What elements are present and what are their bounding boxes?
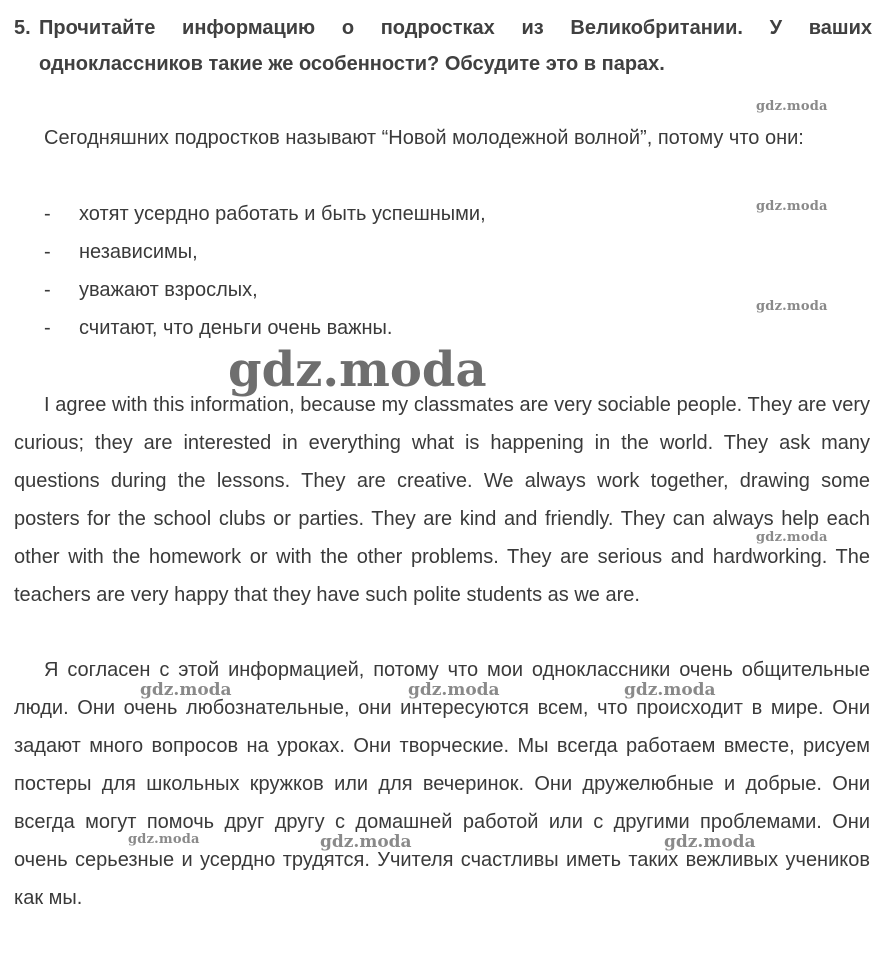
watermark-mid: gdz.moda	[624, 680, 716, 700]
list-item-text: хотят усердно работать и быть успешными,	[79, 203, 486, 225]
list-dash: -	[44, 241, 51, 263]
list-dash: -	[44, 317, 51, 339]
intro-text: Сегодняшних подростков называют “Новой молодежной волной”, потому что они:	[44, 127, 804, 149]
list-item	[14, 233, 814, 271]
task-number: 5.	[14, 17, 31, 39]
list-item	[14, 271, 814, 309]
watermark-mid: gdz.moda	[140, 680, 232, 700]
task-instruction: Прочитайте информацию о подростках из Великобритании. У ваших одноклассников такие же особенности? Обсудите это в парах.	[39, 17, 872, 75]
watermark-small: gdz.moda	[128, 832, 200, 847]
watermark-small: gdz.moda	[756, 99, 828, 114]
trait-list	[14, 195, 814, 347]
russian-answer-text: Я согласен с этой информацией, потому что мои одноклассники очень общительные люди. Они очень любознательные, они интересуются всем, что происходит в мире. Они задают много вопросов на уроках. Они творческие. Мы всегда работаем вместе, рисуем постеры для школьных кружков или для вечеринок. Они дружелюбные и добрые. Они всегда могут помочь друг другу с домашней работой или с другими проблемами. Они очень серьезные и усердно трудятся. Учителя счастливы иметь таких вежливых учеников как мы.	[14, 659, 870, 909]
list-item-text: уважают взрослых,	[79, 279, 258, 301]
list-item-text: считают, что деньги очень важны.	[79, 317, 393, 339]
watermark-mid: gdz.moda	[320, 832, 412, 852]
watermark-mid: gdz.moda	[408, 680, 500, 700]
watermark-small: gdz.moda	[756, 299, 828, 314]
list-dash: -	[44, 203, 51, 225]
english-answer-text: I agree with this information, because my classmates are very sociable people. They are very curious; they are interested in everything what is happening in the world. They ask many questions during the lessons. They are creative. We always work together, drawing some posters for the school clubs or parties. They are kind and friendly. They can always help each other with the homework or with the other problems. They are serious and hardworking. The teachers are very happy that they have such polite students as we are.	[14, 394, 870, 606]
watermark-small: gdz.moda	[756, 530, 828, 545]
list-item-text: независимы,	[79, 241, 198, 263]
watermark-large: gdz.moda	[228, 342, 487, 398]
list-dash: -	[44, 279, 51, 301]
task-heading	[14, 10, 872, 82]
english-answer-paragraph	[14, 386, 870, 614]
watermark-small: gdz.moda	[756, 199, 828, 214]
intro-paragraph	[14, 119, 870, 157]
watermark-mid: gdz.moda	[664, 832, 756, 852]
list-item	[14, 195, 814, 233]
